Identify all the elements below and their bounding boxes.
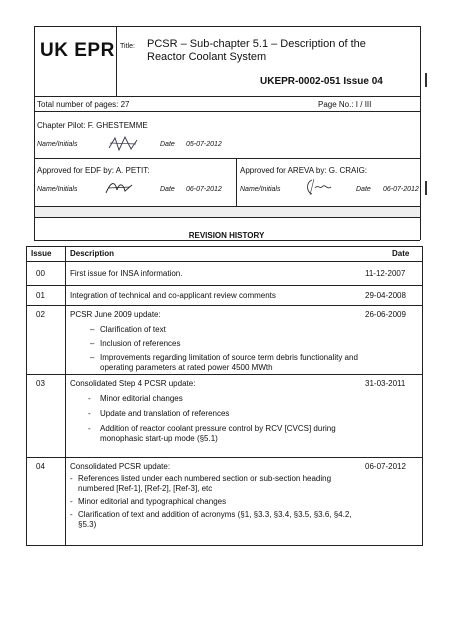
pilot-signature: [107, 134, 139, 154]
row-border: [26, 457, 423, 458]
pilot-bottom-border: [34, 158, 420, 159]
revision-bar: [425, 181, 427, 195]
areva-date: 06-07-2012: [383, 186, 419, 193]
document-reference: UKEPR-0002-051 Issue 04: [260, 76, 383, 87]
header-top-border: [34, 26, 420, 27]
row-date: 29-04-2008: [365, 291, 406, 300]
table-top-border: [26, 246, 423, 247]
list-item: – Inclusion of references: [90, 339, 360, 349]
table-bottom-border: [26, 545, 423, 546]
header-right-border: [420, 26, 421, 240]
row-date: 11-12-2007: [365, 269, 406, 278]
change-list: [90, 325, 360, 377]
list-item: - Addition of reactor coolant pressure control by RCV [CVCS] during monophasic start-up mode (§5.1): [86, 424, 348, 444]
list-item: – Clarification of text: [90, 325, 360, 335]
table-header-bottom-border: [26, 261, 423, 262]
title-label: Title:: [120, 43, 135, 50]
table-left-border: [26, 246, 27, 545]
row-description: Integration of technical and co-applicant review comments: [70, 291, 276, 300]
revision-history-heading: REVISION HISTORY: [188, 231, 265, 240]
logo-divider: [116, 26, 117, 96]
total-pages: Total number of pages: 27: [37, 100, 130, 109]
areva-name-initials-label: Name/Initials: [240, 186, 281, 193]
revision-bar: [425, 73, 427, 87]
approved-edf: Approved for EDF by: A. PETIT:: [37, 166, 150, 175]
title-bottom-border: [34, 96, 420, 97]
col-header-description: Description: [70, 249, 115, 258]
row-issue: 03: [36, 379, 45, 388]
areva-signature: [304, 176, 336, 198]
edf-date: 06-07-2012: [186, 186, 222, 193]
row-description: PCSR June 2009 update:: [70, 310, 161, 319]
list-item: - Minor editorial changes: [86, 394, 348, 404]
areva-date-label: Date: [356, 186, 371, 193]
list-item: - Minor editorial and typographical changes: [70, 497, 360, 507]
edf-signature: [103, 178, 135, 198]
col-header-issue: Issue: [31, 249, 52, 258]
row-date: 31-03-2011: [365, 379, 406, 388]
row-date: 26-06-2009: [365, 310, 406, 319]
row-issue: 04: [36, 462, 45, 471]
page-number: Page No.: I / III: [318, 100, 372, 109]
edf-name-initials-label: Name/Initials: [37, 186, 78, 193]
header-bottom-border: [34, 240, 420, 241]
uk-epr-logo: UK EPR: [40, 40, 115, 61]
col-header-date: Date: [392, 249, 410, 258]
row-issue: 00: [36, 269, 45, 278]
row-border: [26, 305, 423, 306]
row-issue: 02: [36, 310, 45, 319]
document-title: PCSR – Sub-chapter 5.1 – Description of the Reactor Coolant System: [147, 38, 366, 63]
approved-areva: Approved for AREVA by: G. CRAIG:: [240, 166, 368, 175]
row-description: Consolidated Step 4 PCSR update:: [70, 379, 196, 388]
row-border: [26, 285, 423, 286]
list-item: - Clarification of text and addition of acronyms (§1, §3.3, §3.4, §3.5, §3.6, §4.2, §5.3): [70, 510, 360, 530]
change-list: [70, 474, 360, 533]
pilot-name-initials-label: Name/Initials: [37, 141, 78, 148]
table-right-border: [422, 246, 423, 545]
list-item: - References listed under each numbered section or sub-section heading numbered [Ref-1], [Ref-2], [Ref-3], etc: [70, 474, 360, 494]
row-description: First issue for INSA information.: [70, 269, 183, 278]
row-issue: 01: [36, 291, 45, 300]
pilot-date-label: Date: [160, 141, 175, 148]
row-description: Consolidated PCSR update:: [70, 462, 171, 471]
edf-date-label: Date: [160, 186, 175, 193]
strip-bottom-border: [34, 217, 420, 218]
shaded-strip: [35, 207, 420, 217]
list-item: - Update and translation of references: [86, 409, 348, 419]
pages-bottom-border: [34, 111, 420, 112]
pilot-date: 05-07-2012: [186, 141, 222, 148]
row-date: 06-07-2012: [365, 462, 406, 471]
approval-divider: [236, 158, 237, 206]
issue-column-divider: [65, 246, 66, 545]
chapter-pilot: Chapter Pilot: F. GHESTEMME: [37, 121, 148, 130]
change-list: [86, 394, 348, 449]
list-item: – Improvements regarding limitation of source term debris functionality and operating parameters at rated power 4500 MWth: [90, 353, 360, 373]
